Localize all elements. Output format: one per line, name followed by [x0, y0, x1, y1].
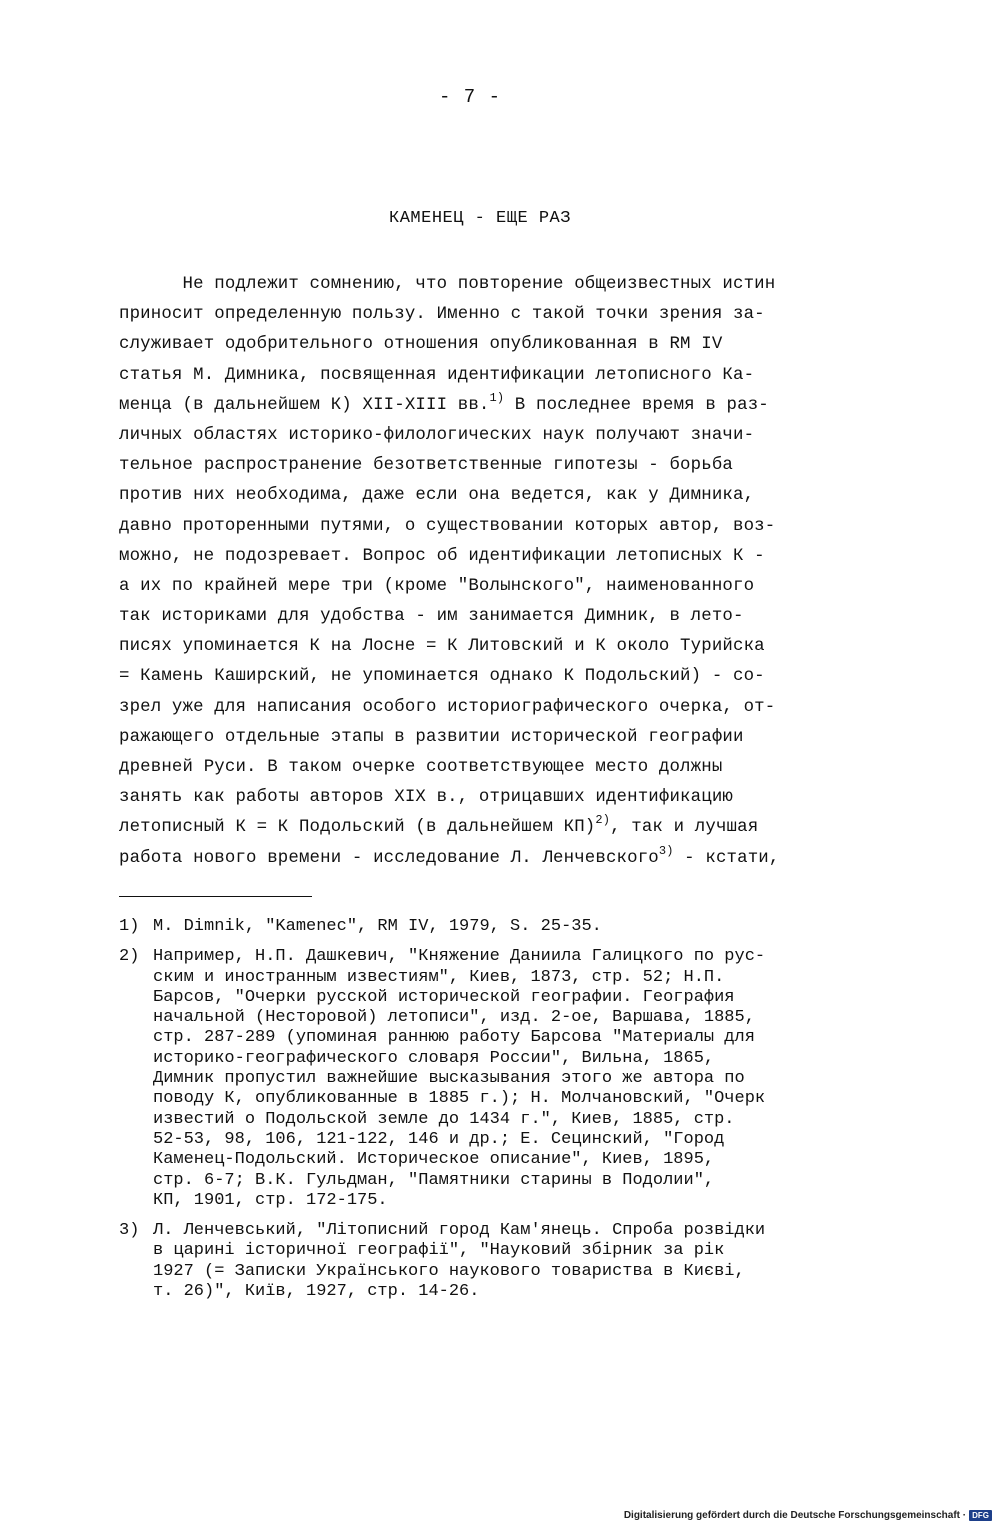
- body-line: так историками для удобства - им занимается Димник, в лето-: [119, 607, 744, 627]
- footnote-reference: 3): [658, 843, 674, 858]
- page-number: - 7 -: [438, 86, 501, 108]
- footnote-number: 3): [119, 1221, 140, 1241]
- footnote-text: Каменец-Подольский. Историческое описание", Киев, 1895,: [153, 1150, 715, 1170]
- body-line-text: - кстати,: [673, 848, 780, 868]
- body-line: зрел уже для написания особого историографического очерка, от-: [119, 697, 776, 717]
- footnote: [119, 917, 889, 937]
- footnote-text: историко-географического словаря России", Вильна, 1865,: [153, 1048, 715, 1068]
- footnote-number: 2): [119, 947, 140, 967]
- body-line: древней Руси. В таком очерке соответствующее место должны: [119, 758, 723, 777]
- body-line: личных областях историко-филологических наук получают значи-: [119, 425, 755, 445]
- footnote-text: поводу К, опубликованные в 1885 г.); Н. Молчановский, "Очерк: [153, 1089, 766, 1109]
- footnote-text: известий о Подольской земле до 1434 г.", Киев, 1885, стр.: [153, 1109, 735, 1129]
- body-line: ражающего отдельные этапы в развитии исторической географии: [119, 727, 744, 747]
- footnote-text: Барсов, "Очерки русской исторической географии. География: [153, 987, 735, 1007]
- digitization-credit: [624, 1510, 992, 1521]
- footnote-text: т. 26)", Київ, 1927, стр. 14-26.: [153, 1282, 480, 1302]
- body-line: можно, не подозревает. Вопрос об идентификации летописных К -: [119, 546, 765, 566]
- footnote-text: стр. 287-289 (упоминая раннюю работу Барсова "Материалы для: [153, 1028, 755, 1048]
- footnote-reference: 1): [489, 390, 505, 405]
- footnote-text: 52-53, 98, 106, 121-122, 146 и др.; Е. Сецинский, "Город: [153, 1129, 725, 1149]
- body-line: служивает одобрительного отношения опубликованная в RM IV: [119, 335, 723, 355]
- footnote-first-line: [119, 947, 889, 967]
- footnote-text: 1927 (= Записки Українського наукового товариства в Києві,: [153, 1261, 745, 1281]
- body-line-text: работа нового времени - исследование Л. Ленчевского: [119, 848, 659, 868]
- body-line-text: летописный К = К Подольский (в дальнейшем КП): [119, 818, 596, 838]
- footnote-text: в царині історичної географії", "Науковий збірник за рік: [153, 1241, 725, 1261]
- body-line: [119, 844, 879, 874]
- footnote: [119, 1221, 889, 1302]
- footnote-text: начальной (Несторовой) летописи", изд. 2-ое, Варшава, 1885,: [153, 1008, 755, 1028]
- body-line: против них необходима, даже если она ведется, как у Димника,: [119, 486, 755, 506]
- footnote-separator: [119, 896, 312, 897]
- body-line: [119, 813, 879, 843]
- body-line: давно проторенными путями, о существовании которых автор, воз-: [119, 516, 776, 536]
- body-line: приносит определенную пользу. Именно с такой точки зрения за-: [119, 305, 765, 325]
- body-line: а их по крайней мере три (кроме "Волынского", наименованного: [119, 576, 755, 596]
- footnote-text: КП, 1901, стр. 172-175.: [153, 1190, 388, 1210]
- dfg-logo: DFG: [969, 1510, 992, 1521]
- footnote-text: Л. Ленчевський, "Літописний город Кам'янець. Спроба розвідки: [153, 1221, 766, 1241]
- body-line: тельное распространение безответственные гипотезы - борьба: [119, 456, 733, 476]
- body-line-text: менца (в дальнейшем К) XII-XIII вв.: [119, 395, 490, 415]
- article-title: КАМЕНЕЦ - ЕЩЕ РАЗ: [389, 209, 571, 228]
- footnote-text: M. Dimnik, "Kamenec", RM IV, 1979, S. 25-35.: [153, 917, 602, 936]
- body-line: [119, 391, 879, 421]
- body-line: писях упоминается К на Лосне = К Литовский и К около Турийска: [119, 637, 765, 657]
- body-line-text: В последнее время в раз-: [504, 395, 769, 415]
- body-line: Не подлежит сомнению, что повторение общеизвестных истин: [119, 275, 776, 294]
- body-line: = Камень Каширский, не упоминается однако К Подольский) - со-: [119, 667, 765, 687]
- footnotes: [119, 917, 889, 1312]
- body-line-text: , так и лучшая: [610, 818, 759, 838]
- credit-text: Digitalisierung gefördert durch die Deutsche Forschungsgemeinschaft ·: [623, 1510, 967, 1521]
- footnote-text: стр. 6-7; В.К. Гульдман, "Памятники старины в Подолии",: [153, 1170, 715, 1190]
- footnote: [119, 947, 889, 1211]
- footnote-first-line: [119, 917, 889, 937]
- footnote-text: Димник пропустил важнейшие высказывания этого же автора по: [153, 1069, 745, 1089]
- body-line: статья М. Димника, посвященная идентификации летописного Ка-: [119, 365, 755, 385]
- footnote-text: ским и иностранным известиям", Киев, 1873, стр. 52; Н.П.: [153, 967, 725, 987]
- footnote-number: 1): [119, 917, 140, 936]
- body-text: [119, 270, 879, 874]
- body-line: занять как работы авторов XIX в., отрицавших идентификацию: [119, 788, 733, 808]
- footnote-reference: 2): [595, 813, 611, 828]
- footnote-first-line: [119, 1221, 889, 1241]
- footnote-text: Например, Н.П. Дашкевич, "Княжение Даниила Галицкого по рус-: [153, 947, 766, 967]
